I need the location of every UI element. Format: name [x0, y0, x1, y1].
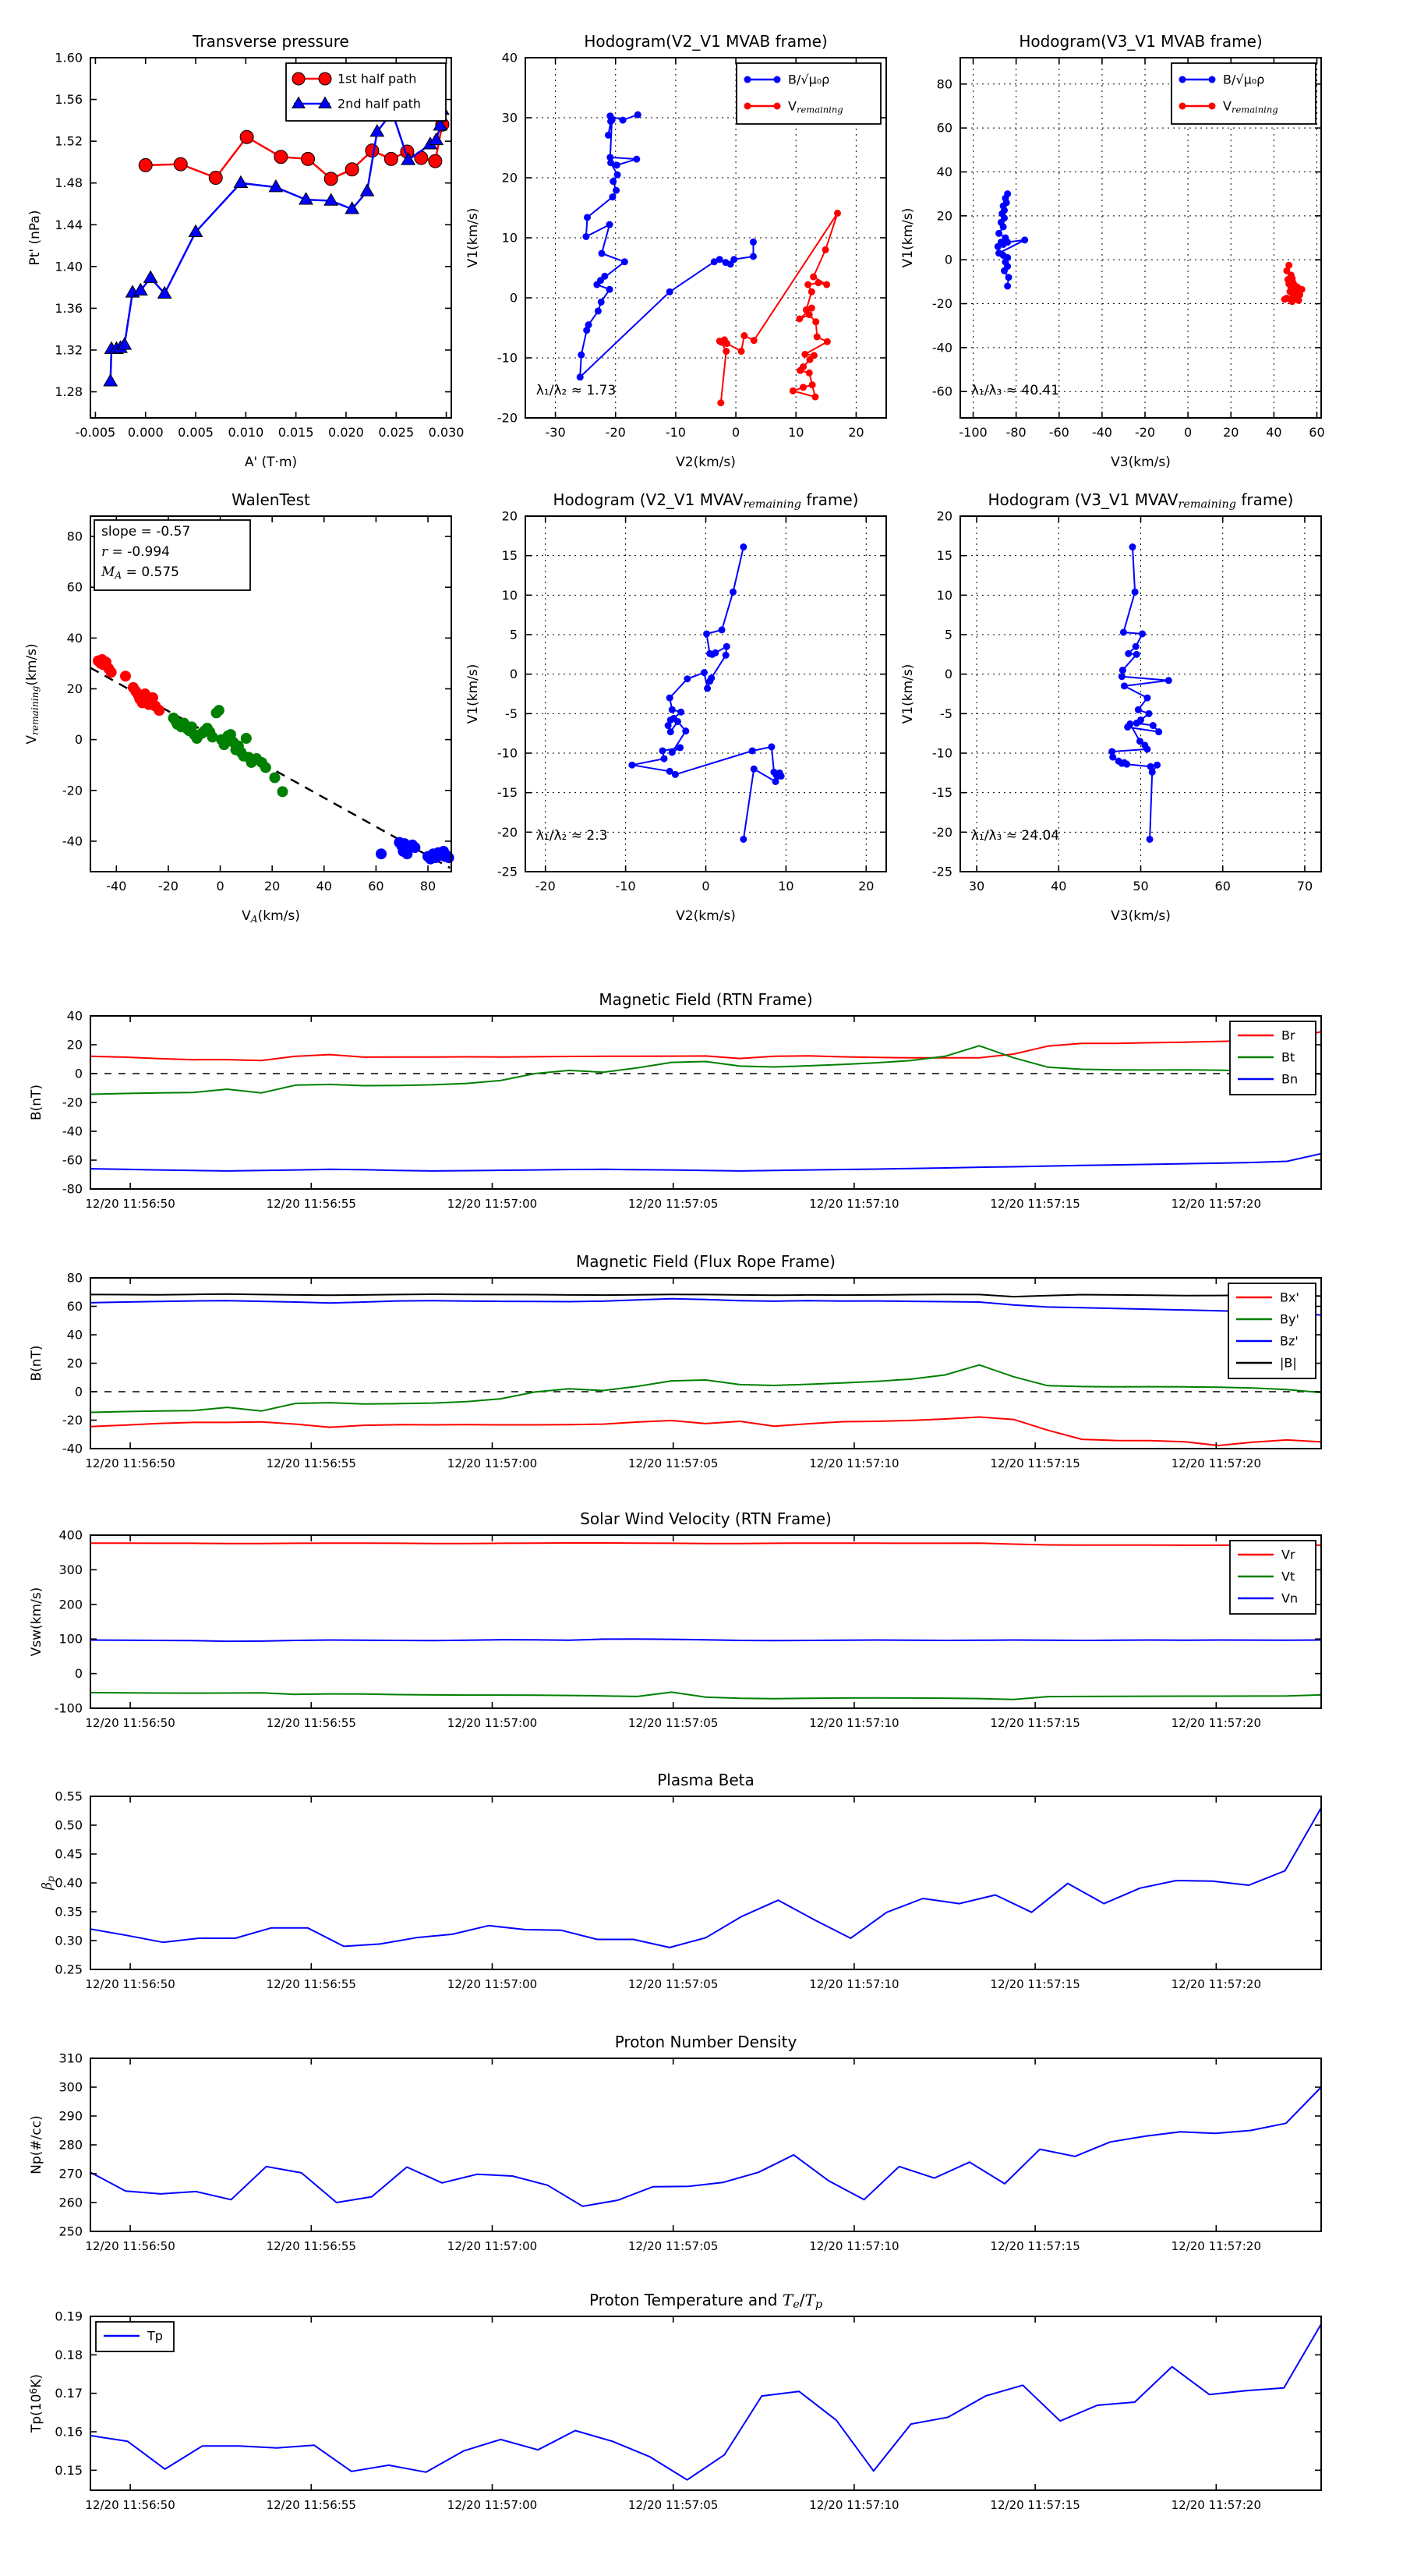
annotation: λ₁/λ₂ ≈ 1.73 — [535, 382, 617, 398]
svg-text:12/20 11:57:00: 12/20 11:57:00 — [447, 1197, 538, 1211]
chart-title: Hodogram(V3_V1 MVAB frame) — [1019, 32, 1263, 51]
svg-text:1.48: 1.48 — [55, 175, 83, 191]
svg-text:12/20 11:57:15: 12/20 11:57:15 — [990, 2498, 1080, 2512]
svg-text:-60: -60 — [931, 384, 952, 399]
svg-text:-20: -20 — [62, 783, 83, 798]
svg-text:-20: -20 — [497, 410, 518, 426]
chart-title: Proton Temperature and Te/Tp — [588, 2291, 823, 2312]
panel-b-rtn — [29, 990, 1321, 1211]
svg-text:12/20 11:57:05: 12/20 11:57:05 — [628, 1977, 719, 1991]
svg-text:270: 270 — [58, 2166, 83, 2181]
svg-text:Np(#/cc): Np(#/cc) — [29, 2115, 44, 2174]
svg-text:V2(km/s): V2(km/s) — [676, 908, 736, 924]
svg-text:12/20 11:57:00: 12/20 11:57:00 — [447, 2239, 538, 2253]
svg-text:-15: -15 — [931, 785, 952, 801]
legend-label: B/√μ₀ρ — [788, 72, 830, 87]
svg-text:-20: -20 — [535, 879, 556, 893]
svg-text:-10: -10 — [665, 425, 686, 440]
legend-label: By' — [1280, 1311, 1299, 1327]
svg-text:-40: -40 — [1091, 425, 1112, 440]
svg-text:0.025: 0.025 — [378, 425, 415, 440]
svg-text:20: 20 — [263, 879, 281, 893]
svg-text:20: 20 — [501, 508, 518, 524]
svg-text:-40: -40 — [62, 1441, 83, 1456]
svg-text:-30: -30 — [545, 425, 566, 440]
svg-text:-20: -20 — [62, 1413, 83, 1428]
svg-text:12/20 11:56:55: 12/20 11:56:55 — [266, 1977, 356, 1991]
svg-text:100: 100 — [58, 1631, 83, 1647]
panel-hodogram-v3v1-mvav — [900, 490, 1321, 924]
svg-text:V1(km/s): V1(km/s) — [900, 663, 916, 724]
svg-text:V2(km/s): V2(km/s) — [676, 455, 736, 470]
svg-text:V3(km/s): V3(km/s) — [1111, 908, 1171, 924]
panel-vsw-rtn — [29, 1509, 1321, 1730]
legend-label: 1st half path — [337, 71, 417, 87]
svg-text:A' (T·m): A' (T·m) — [244, 455, 298, 470]
legend-label: Vr — [1281, 1547, 1295, 1562]
svg-text:0: 0 — [74, 1666, 83, 1682]
svg-text:20: 20 — [66, 1356, 83, 1371]
svg-text:12/20 11:57:10: 12/20 11:57:10 — [809, 1977, 899, 1991]
svg-text:0.35: 0.35 — [55, 1904, 83, 1920]
stats-line: slope = -0.57 — [101, 524, 191, 540]
svg-text:12/20 11:56:50: 12/20 11:56:50 — [85, 1197, 175, 1211]
annotation: λ₁/λ₂ ≈ 2.3 — [535, 827, 608, 844]
svg-text:-40: -40 — [931, 340, 952, 356]
svg-text:12/20 11:57:10: 12/20 11:57:10 — [809, 1456, 899, 1470]
svg-text:-40: -40 — [62, 1123, 83, 1139]
svg-text:Pt' (nPa): Pt' (nPa) — [27, 210, 43, 266]
svg-text:12/20 11:57:00: 12/20 11:57:00 — [447, 2498, 538, 2512]
svg-text:Tp(106K): Tp(106K) — [28, 2373, 44, 2433]
annotation: λ₁/λ₃ ≈ 24.04 — [970, 827, 1060, 844]
svg-text:20: 20 — [66, 681, 83, 696]
svg-text:0: 0 — [74, 1384, 83, 1399]
svg-text:12/20 11:57:15: 12/20 11:57:15 — [990, 1456, 1080, 1470]
svg-text:-25: -25 — [497, 864, 518, 879]
annotation: λ₁/λ₃ ≈ 40.41 — [970, 382, 1060, 398]
svg-text:1.32: 1.32 — [55, 342, 83, 358]
svg-text:1.28: 1.28 — [55, 384, 83, 400]
svg-text:12/20 11:56:55: 12/20 11:56:55 — [266, 2239, 356, 2253]
svg-text:-10: -10 — [497, 745, 518, 761]
legend-label: Bn — [1281, 1071, 1299, 1087]
svg-text:-20: -20 — [62, 1095, 83, 1110]
chart-title: Magnetic Field (Flux Rope Frame) — [576, 1252, 836, 1271]
svg-text:80: 80 — [66, 529, 83, 544]
panel-hodogram-v3v1-mvab — [900, 32, 1325, 470]
svg-text:10: 10 — [501, 587, 518, 603]
chart-title: Transverse pressure — [193, 32, 349, 51]
panel-hodogram-v2v1-mvav — [465, 490, 886, 924]
chart-title: Solar Wind Velocity (RTN Frame) — [580, 1509, 832, 1528]
svg-text:-15: -15 — [497, 785, 518, 801]
svg-text:1.56: 1.56 — [55, 92, 83, 108]
panel-plasma-beta — [40, 1771, 1321, 1991]
svg-text:60: 60 — [66, 1299, 83, 1314]
legend-label: Vremaining — [788, 98, 843, 115]
svg-text:20: 20 — [501, 170, 518, 186]
svg-text:1.36: 1.36 — [55, 300, 83, 316]
svg-text:0.015: 0.015 — [277, 425, 314, 440]
svg-text:1.44: 1.44 — [55, 217, 83, 232]
svg-text:40: 40 — [501, 50, 518, 65]
panel-proton-density — [29, 2033, 1321, 2253]
panel-walen-test — [24, 490, 454, 925]
svg-text:0.50: 0.50 — [55, 1817, 83, 1833]
svg-text:12/20 11:56:50: 12/20 11:56:50 — [85, 2239, 175, 2253]
svg-text:0.40: 0.40 — [55, 1875, 83, 1891]
svg-text:12/20 11:56:50: 12/20 11:56:50 — [85, 1456, 175, 1470]
svg-text:0: 0 — [1184, 425, 1193, 440]
svg-text:-20: -20 — [931, 296, 952, 312]
svg-text:300: 300 — [58, 1562, 83, 1577]
svg-text:20: 20 — [66, 1037, 83, 1053]
svg-text:12/20 11:57:20: 12/20 11:57:20 — [1171, 1197, 1262, 1211]
svg-text:30: 30 — [501, 110, 518, 126]
svg-text:0: 0 — [74, 732, 83, 748]
svg-text:12/20 11:56:55: 12/20 11:56:55 — [266, 1456, 356, 1470]
svg-text:20: 20 — [936, 208, 952, 224]
svg-text:0: 0 — [216, 879, 224, 893]
svg-text:0.55: 0.55 — [55, 1789, 83, 1804]
svg-text:-5: -5 — [505, 706, 518, 721]
svg-text:V1(km/s): V1(km/s) — [465, 663, 481, 724]
svg-text:12/20 11:57:15: 12/20 11:57:15 — [990, 1716, 1080, 1730]
svg-text:12/20 11:56:55: 12/20 11:56:55 — [266, 2498, 356, 2512]
svg-text:-10: -10 — [497, 350, 518, 366]
panel-b-fluxrope — [29, 1252, 1321, 1470]
svg-text:12/20 11:57:00: 12/20 11:57:00 — [447, 1456, 538, 1470]
svg-text:Vsw(km/s): Vsw(km/s) — [29, 1587, 44, 1657]
svg-text:5: 5 — [509, 627, 518, 642]
svg-text:40: 40 — [66, 1008, 83, 1024]
svg-text:B(nT): B(nT) — [29, 1345, 44, 1382]
svg-text:B(nT): B(nT) — [29, 1084, 44, 1121]
svg-text:0.19: 0.19 — [55, 2309, 83, 2324]
svg-text:12/20 11:56:50: 12/20 11:56:50 — [85, 1716, 175, 1730]
svg-text:12/20 11:57:15: 12/20 11:57:15 — [990, 1197, 1080, 1211]
svg-text:12/20 11:57:05: 12/20 11:57:05 — [628, 1456, 719, 1470]
svg-text:12/20 11:57:00: 12/20 11:57:00 — [447, 1977, 538, 1991]
svg-text:-20: -20 — [497, 824, 518, 840]
chart-title: Hodogram (V2_V1 MVAVremaining frame) — [553, 490, 859, 511]
svg-text:10: 10 — [788, 425, 804, 440]
chart-title: Hodogram(V2_V1 MVAB frame) — [584, 32, 828, 51]
legend-label: Vremaining — [1223, 98, 1278, 115]
svg-text:0.005: 0.005 — [178, 425, 214, 440]
svg-text:-100: -100 — [54, 1700, 83, 1716]
svg-text:40: 40 — [66, 630, 83, 646]
svg-text:80: 80 — [419, 879, 436, 893]
svg-text:0: 0 — [74, 1066, 83, 1081]
svg-text:-80: -80 — [62, 1181, 83, 1197]
svg-text:12/20 11:56:50: 12/20 11:56:50 — [85, 2498, 175, 2512]
svg-text:40: 40 — [316, 879, 332, 893]
svg-text:20: 20 — [848, 425, 864, 440]
svg-text:50: 50 — [1133, 879, 1149, 893]
svg-text:10: 10 — [778, 879, 794, 893]
svg-text:0.020: 0.020 — [328, 425, 364, 440]
svg-text:0: 0 — [509, 290, 518, 306]
svg-text:0.25: 0.25 — [55, 1962, 83, 1977]
chart-title: Proton Number Density — [614, 2033, 797, 2051]
svg-text:5: 5 — [944, 627, 952, 642]
svg-text:0.16: 0.16 — [55, 2424, 83, 2440]
svg-text:20: 20 — [858, 879, 875, 893]
svg-text:-60: -60 — [62, 1152, 83, 1168]
svg-text:0.30: 0.30 — [55, 1933, 83, 1948]
svg-text:12/20 11:57:20: 12/20 11:57:20 — [1171, 2498, 1262, 2512]
svg-text:0.010: 0.010 — [228, 425, 264, 440]
svg-text:40: 40 — [936, 164, 952, 179]
svg-text:12/20 11:56:50: 12/20 11:56:50 — [85, 1977, 175, 1991]
svg-text:310: 310 — [58, 2051, 83, 2066]
svg-text:280: 280 — [58, 2137, 83, 2153]
legend-label: 2nd half path — [337, 96, 422, 111]
svg-text:0.15: 0.15 — [55, 2462, 83, 2478]
svg-text:-20: -20 — [605, 425, 626, 440]
svg-text:-40: -40 — [106, 879, 127, 893]
svg-text:12/20 11:57:10: 12/20 11:57:10 — [809, 1716, 899, 1730]
svg-text:12/20 11:57:10: 12/20 11:57:10 — [809, 1197, 899, 1211]
svg-text:V3(km/s): V3(km/s) — [1111, 455, 1171, 470]
svg-text:-10: -10 — [931, 745, 952, 761]
svg-text:-25: -25 — [931, 864, 952, 879]
svg-text:0.18: 0.18 — [55, 2347, 83, 2362]
svg-text:40: 40 — [66, 1327, 83, 1343]
svg-text:-100: -100 — [959, 425, 988, 440]
chart-title: Plasma Beta — [657, 1771, 755, 1789]
svg-text:70: 70 — [1296, 879, 1313, 893]
svg-text:0: 0 — [944, 667, 952, 682]
svg-text:15: 15 — [936, 548, 952, 564]
svg-text:0: 0 — [702, 879, 710, 893]
legend-label: Tp — [147, 2328, 163, 2344]
panel-proton-temperature — [28, 2291, 1321, 2512]
svg-text:12/20 11:57:05: 12/20 11:57:05 — [628, 2239, 719, 2253]
stats-line: r = -0.994 — [101, 544, 170, 560]
svg-text:0.45: 0.45 — [55, 1846, 83, 1862]
svg-text:Vremaining(km/s): Vremaining(km/s) — [24, 643, 41, 745]
svg-text:30: 30 — [968, 879, 985, 893]
panel-hodogram-v2v1-mvab — [465, 32, 886, 470]
svg-text:60: 60 — [1309, 425, 1325, 440]
stats-line: MA = 0.575 — [101, 564, 179, 581]
svg-text:40: 40 — [1051, 879, 1067, 893]
svg-text:12/20 11:56:55: 12/20 11:56:55 — [266, 1197, 356, 1211]
svg-text:12/20 11:57:10: 12/20 11:57:10 — [809, 2498, 899, 2512]
svg-text:12/20 11:57:15: 12/20 11:57:15 — [990, 2239, 1080, 2253]
svg-text:20: 20 — [1223, 425, 1239, 440]
svg-text:60: 60 — [936, 120, 952, 136]
svg-text:0.030: 0.030 — [428, 425, 465, 440]
svg-text:60: 60 — [1214, 879, 1231, 893]
panel-transverse-pressure — [27, 32, 464, 470]
svg-text:60: 60 — [368, 879, 384, 893]
svg-text:-20: -20 — [1134, 425, 1156, 440]
legend-label: Vt — [1281, 1569, 1295, 1584]
chart-title: Magnetic Field (RTN Frame) — [599, 990, 813, 1009]
svg-text:0: 0 — [731, 425, 740, 440]
chart-title: Hodogram (V3_V1 MVAVremaining frame) — [988, 490, 1294, 511]
svg-text:40: 40 — [1266, 425, 1282, 440]
svg-text:-60: -60 — [1048, 425, 1069, 440]
svg-text:-0.005: -0.005 — [75, 425, 116, 440]
legend-label: Br — [1281, 1028, 1295, 1043]
svg-text:VA(km/s): VA(km/s) — [242, 908, 300, 925]
svg-text:12/20 11:57:00: 12/20 11:57:00 — [447, 1716, 538, 1730]
svg-text:0: 0 — [509, 667, 518, 682]
svg-text:V1(km/s): V1(km/s) — [465, 207, 481, 268]
svg-text:12/20 11:57:15: 12/20 11:57:15 — [990, 1977, 1080, 1991]
svg-text:60: 60 — [66, 579, 83, 595]
svg-text:12/20 11:57:05: 12/20 11:57:05 — [628, 2498, 719, 2512]
svg-text:10: 10 — [936, 587, 952, 603]
legend-label: Vn — [1281, 1591, 1299, 1606]
legend-label: B/√μ₀ρ — [1223, 72, 1265, 87]
svg-text:20: 20 — [936, 508, 952, 524]
svg-text:0: 0 — [944, 252, 952, 267]
svg-text:12/20 11:57:10: 12/20 11:57:10 — [809, 2239, 899, 2253]
svg-text:-80: -80 — [1005, 425, 1027, 440]
svg-text:0.17: 0.17 — [55, 2386, 83, 2401]
svg-text:15: 15 — [501, 548, 518, 564]
svg-text:80: 80 — [936, 76, 952, 92]
svg-text:10: 10 — [501, 230, 518, 246]
svg-text:12/20 11:57:20: 12/20 11:57:20 — [1171, 1977, 1262, 1991]
svg-text:βp: βp — [40, 1876, 56, 1890]
legend-label: |B| — [1280, 1355, 1297, 1371]
svg-text:250: 250 — [58, 2224, 83, 2239]
svg-text:12/20 11:57:20: 12/20 11:57:20 — [1171, 1716, 1262, 1730]
svg-text:-20: -20 — [931, 824, 952, 840]
legend-label: Bx' — [1280, 1290, 1299, 1305]
svg-text:1.40: 1.40 — [55, 259, 83, 274]
svg-text:V1(km/s): V1(km/s) — [900, 207, 916, 268]
svg-text:12/20 11:57:20: 12/20 11:57:20 — [1171, 2239, 1262, 2253]
svg-text:-10: -10 — [615, 879, 636, 893]
svg-text:300: 300 — [58, 2079, 83, 2095]
svg-text:12/20 11:57:05: 12/20 11:57:05 — [628, 1716, 719, 1730]
svg-text:12/20 11:57:05: 12/20 11:57:05 — [628, 1197, 719, 1211]
svg-text:12/20 11:57:20: 12/20 11:57:20 — [1171, 1456, 1262, 1470]
svg-text:80: 80 — [66, 1270, 83, 1286]
legend-label: Bz' — [1280, 1333, 1299, 1349]
svg-text:0.000: 0.000 — [127, 425, 164, 440]
svg-text:1.52: 1.52 — [55, 133, 83, 149]
svg-text:290: 290 — [58, 2108, 83, 2124]
chart-title: WalenTest — [231, 490, 310, 509]
svg-text:260: 260 — [58, 2195, 83, 2210]
svg-text:200: 200 — [58, 1597, 83, 1612]
svg-text:12/20 11:56:55: 12/20 11:56:55 — [266, 1716, 356, 1730]
svg-text:-20: -20 — [157, 879, 178, 893]
svg-text:400: 400 — [58, 1527, 83, 1543]
svg-text:1.60: 1.60 — [55, 50, 83, 65]
svg-text:-40: -40 — [62, 833, 83, 849]
legend-label: Bt — [1281, 1049, 1295, 1065]
svg-text:-5: -5 — [940, 706, 952, 721]
